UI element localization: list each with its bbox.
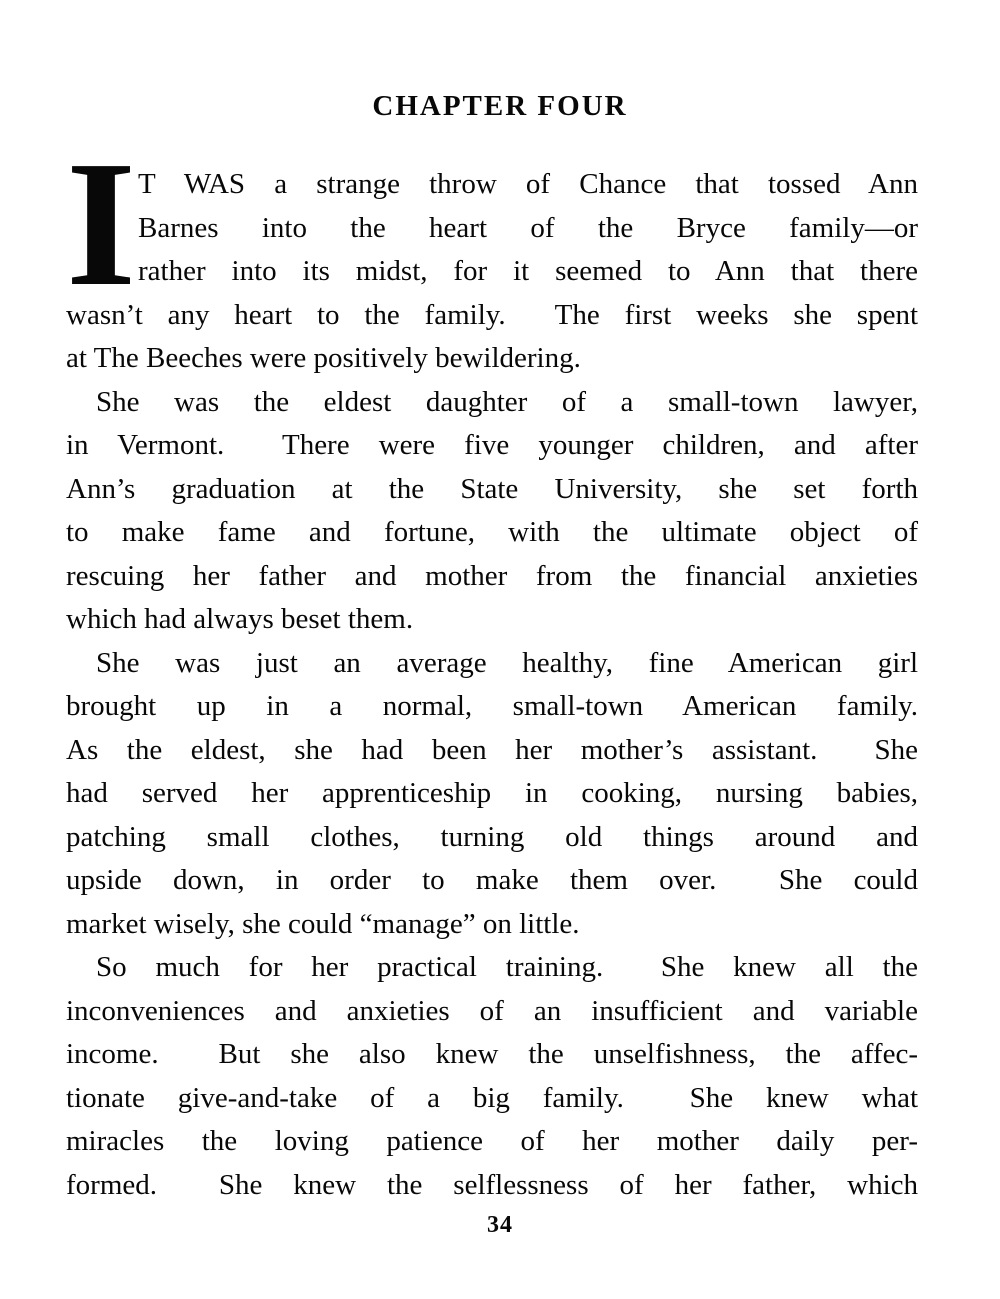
text-line: Ann’s graduation at the State University, she set forth (66, 472, 918, 505)
body-text (66, 124, 918, 1207)
text-line: She was just an average healthy, fine American girl (96, 646, 918, 679)
chapter-heading: CHAPTER FOUR (372, 90, 628, 122)
paragraph-3 (66, 642, 918, 947)
text-line: miracles the loving patience of her mother daily per- (66, 1125, 918, 1157)
paragraph-1 (66, 124, 918, 381)
text-line: inconveniences and anxieties of an insufficient and variable (66, 994, 918, 1027)
paragraph-4 (66, 946, 918, 1207)
text-line: had served her apprenticeship in cooking, nursing babies, (66, 777, 918, 809)
text-line: rescuing her father and mother from the financial anxieties (66, 559, 918, 592)
text-line: income. But she also knew the unselfishness, the affec- (66, 1038, 918, 1070)
text-line: wasn’t any heart to the family. The first weeks she spent (66, 298, 918, 331)
text-line: at The Beeches were positively bewildering. (66, 342, 581, 374)
text-line: Barnes into the heart of the Bryce family—or (138, 211, 918, 244)
text-line: tionate give-and-take of a big family. She knew what (66, 1081, 918, 1114)
text-line: brought up in a normal, small-town American family. (66, 690, 918, 722)
text-line: T WAS a strange throw of Chance that tossed Ann (138, 168, 918, 200)
text-line: upside down, in order to make them over. She could (66, 864, 918, 896)
text-line: to make fame and fortune, with the ultimate object of (66, 516, 918, 548)
drop-cap: I (66, 124, 137, 323)
text-line: which had always beset them. (66, 603, 414, 635)
page-number: 34 (487, 1212, 513, 1238)
text-line: rather into its midst, for it seemed to Ann that there (138, 255, 918, 287)
paragraph-2 (66, 381, 918, 642)
text-line: formed. She knew the selflessness of her father, which (66, 1168, 918, 1201)
text-line: patching small clothes, turning old things around and (66, 820, 918, 853)
text-line: So much for her practical training. She knew all the (96, 951, 918, 983)
text-line: in Vermont. There were five younger children, and after (66, 429, 918, 461)
text-line: market wisely, she could “manage” on little. (66, 907, 580, 940)
text-line: She was the eldest daughter of a small-town lawyer, (96, 385, 918, 418)
text-line: As the eldest, she had been her mother’s assistant. She (66, 733, 918, 766)
